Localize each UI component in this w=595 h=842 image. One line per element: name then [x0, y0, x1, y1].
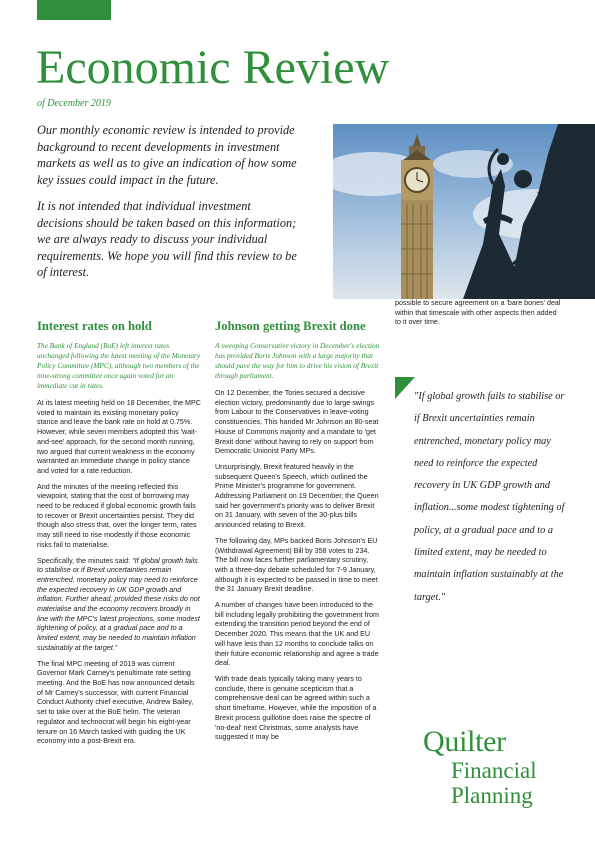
mpc-minutes-quote: "If global growth fails to stabilise or if Brexit uncertainties remain entrenched, monetary policy may need to reinforce the expected recovery in UK GDP growth and inflation. Further ahead, provided these risks do not materialise and the economy recovers broadly in line with the MPC's latest projections, some modest tightening of policy, at a gradual pace and to a limited extent, may be needed to maintain inflation sustainably at the target.": [37, 556, 200, 652]
article-lede: The Bank of England (BoE) left interest rates unchanged following the latest meeting of the Monetary Policy Committee (MPC), although two members of the nine-strong committee once again voted for an immediate cut in rates.: [37, 341, 201, 390]
big-ben-photo: [333, 124, 595, 299]
page-title: Economic Review: [36, 41, 390, 94]
article-paragraph: And the minutes of the meeting reflected this viewpoint, stating that the cost of borrowing may need to be reduced if global economic growth fails to recover or Brexit uncertainties persist. They did though also stress that, over the longer term, rates may still need to rise modestly if those economic risks fail to materialise.: [37, 482, 197, 549]
article-paragraph: A number of changes have been introduced to the bill including legally prohibiting the government from extending the transition period beyond the end of December 2020. This means that the UK and EU will have less than 12 months to conclude talks on their future economic relationship and agree a trade deal.: [215, 601, 379, 668]
article-lede: A sweeping Conservative victory in December's election has provided Boris Johnson with a large majority that should pave the way for him to drive his vision of Brexit through parliament.: [215, 341, 380, 380]
article-paragraph: Unsurprisingly, Brexit featured heavily in the subsequent Queen's Speech, which outlined the Prime Minister's programme for government. Addressing Parliament on 19 December, the Queen said her government's priority was to deliver Brexit on 31 January, with seven of the 30-plus bills announced relating to Brexit.: [215, 462, 379, 530]
article-paragraph: The final MPC meeting of 2019 was current Governor Mark Carney's penultimate rate setting meeting. And the BoE has now announced details of Mr Carney's successor, with current Financial Conduct Authority chief executive, Andrew Bailey, set to take over at the BoE helm. The veteran regulator and technocrat will begin his eight-year tenure on 16 March tasked with guiding the UK economy into a post-Brexit era.: [37, 659, 195, 746]
intro-paragraph: Our monthly economic review is intended to provide background to recent developments in investment markets as well as to give an indication of how some key issues could impact in the future.: [37, 123, 297, 187]
quote-mark-icon: [395, 377, 415, 399]
article-brexit: [215, 318, 381, 749]
article-paragraph: possible to secure agreement on a 'bare bones' deal within that timescale with other aspects then added to it over time.: [395, 299, 561, 327]
intro-section: [37, 122, 299, 291]
article-paragraph: On 12 December, the Tories secured a decisive election victory, predominantly due to large swings from Labour to the Conservatives in leave-voting constituencies. This handed Mr Johnson an 80-seat House of Commons majority and a mandate to 'get Brexit done' without having to rely on support from Democratic Unionist Party MPs.: [215, 389, 379, 456]
intro-paragraph: It is not intended that individual investment decisions should be taken based on this information; we are always ready to discuss your individual requirements. We hope you will find this review to be of interest.: [37, 199, 297, 279]
quote-intro: Specifically, the minutes said:: [37, 556, 133, 565]
article-paragraph: At its latest meeting held on 18 December, the MPC voted to maintain its existing monetary policy stance and leave the bank rate on hold at 0.75%. However, while seven members adopted this 'wait-and-see' approach, for the second month running, two argued that current weakness in the economy warranted an immediate change in policy stance and voted for a rate reduction.: [37, 399, 201, 475]
logo-line: Financial: [451, 758, 537, 783]
article-heading: Interest rates on hold: [37, 319, 152, 333]
article-paragraph: [37, 557, 201, 654]
header-accent-bar: [37, 0, 111, 20]
logo-line: Planning: [451, 783, 533, 808]
article-interest-rates: [37, 318, 201, 753]
article-brexit-continued: [395, 299, 563, 334]
article-paragraph: The following day, MPs backed Boris Johnson's EU (Withdrawal Agreement) Bill by 358 votes to 234. The bill now faces further parliamentary scrutiny, with a three-day debate scheduled for 7-9 January, although it is expected to be passed in time to meet the 31 January Brexit deadline.: [215, 536, 378, 594]
quilter-logo: [423, 727, 537, 807]
issue-date: of December 2019: [37, 98, 111, 109]
logo-line: Quilter: [423, 725, 506, 758]
pull-quote: "If global growth fails to stabilise or if Brexit uncertainties remain entrenched, monetary policy may need to reinforce the expected recovery in UK GDP growth and inflation...some modest tightening of policy, at a gradual pace and to a limited extent, may be needed to maintain inflation sustainably at the target.": [414, 391, 565, 603]
article-paragraph: With trade deals typically taking many years to conclude, there is genuine scepticism that a comprehensive deal can be agreed within such a short timeframe. However, while the imposition of a Brexit process guillotine does raise the spectre of 'no-deal' next Christmas, some analysts have suggested it may be: [215, 674, 377, 742]
article-heading: Johnson getting Brexit done: [215, 319, 366, 333]
